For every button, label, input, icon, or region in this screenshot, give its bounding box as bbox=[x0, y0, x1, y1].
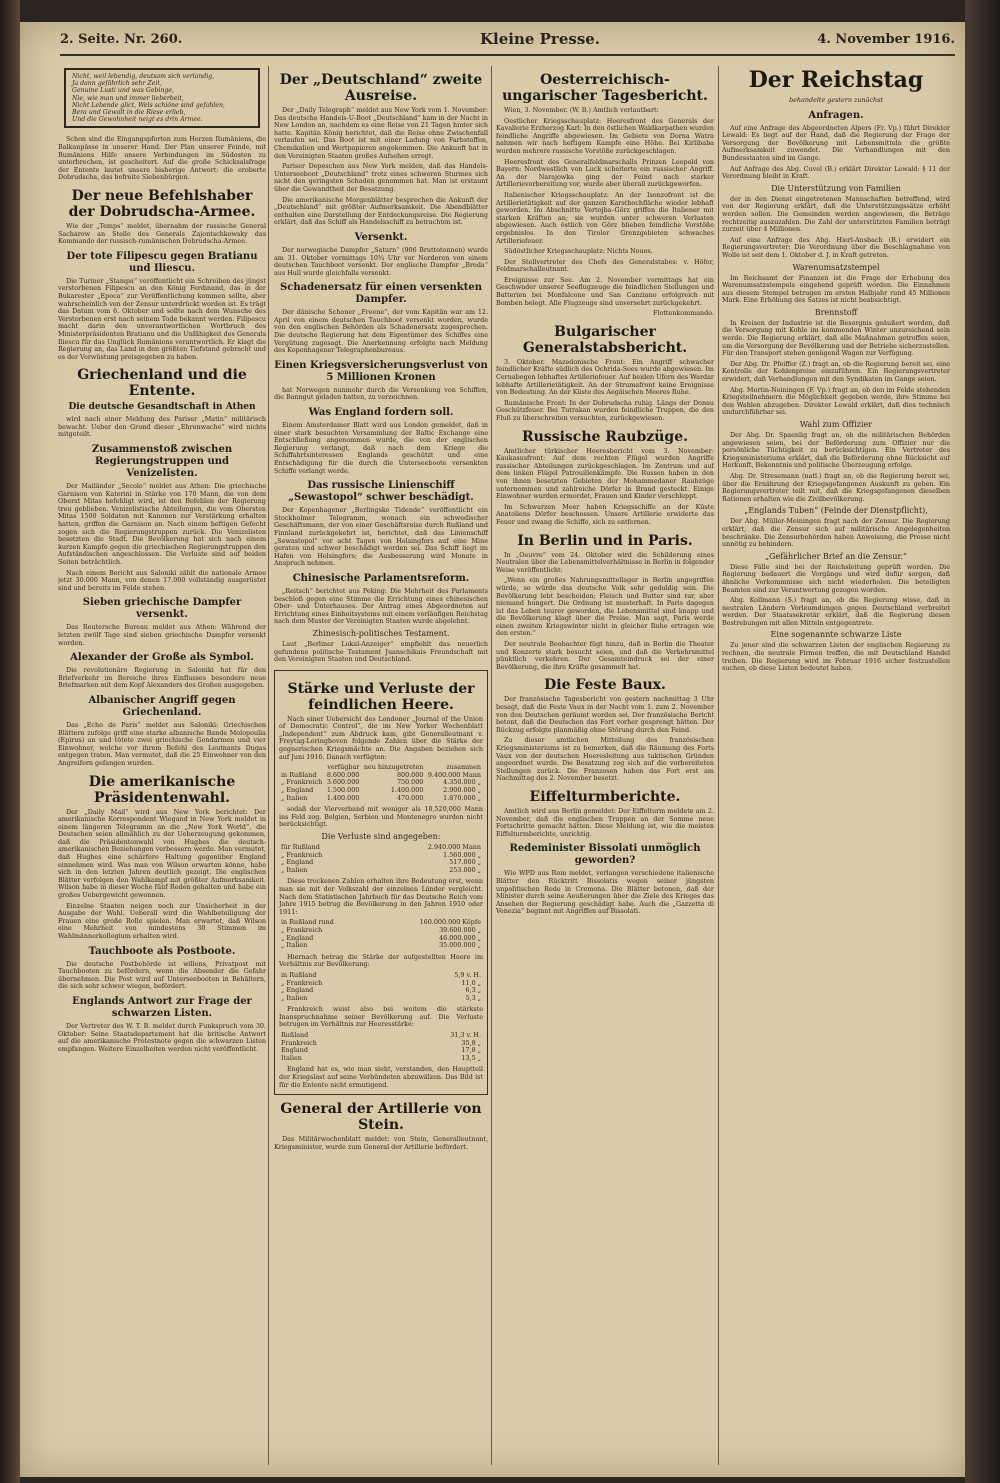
table-row bbox=[279, 1047, 483, 1055]
article-text: Amtlich wird aus Berlin gemeldet: Der Eiffelturm meldete am 2. November, daß die englischen Truppen an der Somme neue Fortschritte gemacht hätten. Diese Meldung ist, wie die meisten Eiffelturmberichte, unrichtig. bbox=[496, 806, 714, 838]
table-cell: 3.600.000 bbox=[326, 778, 360, 787]
table-cell: 5,3 „ bbox=[465, 993, 481, 1002]
headline-staerke-verluste: Stärke und Verluste der feindlichen Heere. bbox=[287, 680, 475, 713]
table-cell: „ England bbox=[281, 858, 314, 867]
poem-box bbox=[64, 68, 260, 128]
article-text: Auf eine Anfrage des Abg. Hierl-Ansbach (B.) erwidert ein Regierungsvertreter: Die Verordnung über die Beschlagnahme von Wolle ist seit dem 1. Oktober d. J. in Kraft getreten. bbox=[722, 235, 950, 259]
table-cell: in Rußland rund bbox=[281, 918, 334, 927]
table-row bbox=[279, 1055, 483, 1063]
article-text: Wien, 3. November. (W. B.) Amtlich verlautbart: bbox=[504, 106, 659, 114]
subheadline-brief-zensur: „Gefährlicher Brief an die Zensur.“ bbox=[764, 551, 908, 561]
headline-filipescu: Der tote Filipescu gegen Bratianu und Iliescu. bbox=[66, 250, 258, 274]
table-cell: 800.000 bbox=[396, 770, 424, 779]
column-rule bbox=[268, 66, 269, 1465]
table-cell: Frankreich bbox=[281, 1038, 317, 1047]
article-text: Im Schwarzen Meer haben Kriegsschiffe an der Küste Anatoliens Dörfer beschossen. Unsere Artillerie erwiderte das Feuer und zwang die Schiffe, sich zu entfernen. bbox=[496, 502, 714, 526]
table-cell: „ England bbox=[281, 786, 314, 795]
headline-parlamentsreform: Chinesische Parlamentsreform. bbox=[292, 572, 470, 584]
article-text: Der Mailänder „Secolo“ meldet aus Athen: Die griechische Garnison von Katerini in Stärke von 170 Mann, die von dem Oberst Mitas befehligt wird, ist den Befehlen der Regierung treu geblieben. Venizelistische Abteilungen, die vom Obersten Mitas 1500 Soldaten mit Kanonen zur Verstärkung erhalten hatten, griffen die Garnison an. Nach einem heftigen Gefecht zogen sich die Regierungstruppen zurück. Die Venizelisten besetzten die Stadt. Die Bevölkerung hat sich nach einem kurzen Kampfe gegen die griechischen Regierungstruppen den Aufständischen angeschlossen. Die Verluste sind auf beiden Seiten beträchtlich. bbox=[58, 482, 266, 567]
table-cell: „ Italien bbox=[281, 941, 308, 950]
article-text: Das Reutersche Bureau meldet aus Athen: Während der letzten zwölf Tage sind sieben griechische Dampfer versenkt worden. bbox=[58, 623, 266, 647]
article-text: 3. Oktober. Mazedonische Front: Ein Angriff schwacher feindlicher Kräfte südlich des Ochrida-Sees wurde abgewiesen. Im Cernabogen lebhaftes Artilleriefeuer. Auf beiden Ufern des Wardar lebhafte Artillerietätigkeit. An der Strumafront keine Ereignisse von Bedeutung. An der Küste des Aegäischen Meeres Ruhe. bbox=[496, 357, 714, 397]
losses-table bbox=[279, 844, 483, 874]
headline-reichstag: Der Reichstag bbox=[748, 67, 924, 93]
article-text: Wie WPD aus Rom meldet, verlangen verschiedene italienische Blätter den Rücktritt Bissolatis wegen seiner jüngsten unpolitischen Rede in Cremona. Die Blätter betonen, daß der Minister durch seine Aeußerungen über die Ziele des Krieges das Ansehen der Regierung geschädigt habe. Auch die „Gazzetta di Venezia“ beginnt mit Angriffen auf Bissolati. bbox=[496, 869, 714, 916]
table-header-cell: zusammen bbox=[446, 763, 481, 772]
table-row bbox=[279, 795, 483, 803]
table-row bbox=[279, 995, 483, 1003]
page-header bbox=[60, 30, 955, 56]
article-text: Frankreich weist also bei weitem die stärkste Inanspruchnahme seiner Bevölkerung auf. Die Verluste betrugen im Verhältnis zur Heeresstärke: bbox=[279, 1005, 483, 1029]
headline-bulgarischer-bericht: Bulgarischer Generalstabsbericht. bbox=[522, 323, 688, 356]
article-text: Auf Anfrage des Abg. Cuvel (B.) erklärt Direktor Lewald: § 11 der Verordnung bleibt in Kraft. bbox=[722, 164, 950, 181]
headline-anfragen: Anfragen. bbox=[808, 109, 864, 121]
subheadline-warenumsatzstempel: Warenumsatzstempel bbox=[792, 262, 880, 272]
headline-griechenland: Griechenland und die Entente. bbox=[77, 367, 247, 400]
article-text: Die revolutionäre Regierung in Saloniki hat für den Briefverkehr im Bereiche ihres Einflusses besondere neue Briefmarken mit dem Kopf Alexanders des Großen ausgegeben. bbox=[58, 666, 266, 690]
article-text: Der französische Tagesbericht von gestern nachmittag 3 Uhr besagt, daß die Feste Vaux in der Nacht vom 1. zum 2. November von den Deutschen geräumt worden sei. Der französische Bericht betont, daß die Deutschen das Fort vorher gesprengt hätten. Der Rückzug erfolgte planmäßig ohne Störung durch den Feind. bbox=[496, 695, 714, 734]
table-cell: 1.400.000 bbox=[390, 786, 424, 795]
article-text: Amtlicher türkischer Heeresbericht vom 3. November: Kaukasusfront: Auf dem rechten Flügel wurden Angriffe russischer Abteilungen zurückgeschlagen. Im Zentrum und auf dem linken Flügel Patrouillenkämpfe. Die Russen haben in den von ihnen besetzten Gebieten der Mohammedaner Raubzüge unternommen und zahlreiche Dörfer in Brand gesteckt. Einige Einwohner wurden ermordet, Frauen und Kinder verschleppt. bbox=[496, 446, 714, 501]
table-cell: 160.000.000 Köpfe bbox=[419, 918, 481, 927]
article-text: Der norwegische Dampfer „Saturn“ (906 Bruttotonnen) wurde am 31. Oktober vormittags 10¾ Uhr vor Norderen von einem deutschen Tauchboot versenkt. Der englische Dampfer „Breda“ aus Hull wurde gleichfalls versenkt. bbox=[274, 245, 488, 277]
column-3 bbox=[496, 66, 714, 1465]
page-number: 2. Seite. Nr. 260. bbox=[60, 32, 183, 47]
article-text: Pariser Depeschen aus New York melden, daß das Handels-Unterseeboot „Deutschland“ trotz eines schweren Sturmes sich nicht den geringsten Schaden genommen hat. Man ist erstaunt über die Gewandtheit der Besatzung. bbox=[274, 162, 488, 193]
table-cell: 1.400.000 bbox=[326, 793, 360, 802]
article-text: Im Reichsamt der Finanzen ist die Frage der Erhebung des Warenumsatzstempels eingehend geprüft worden. Die Einnahmen aus diesem Stempel betrugen im ersten Halbjahr rund 45 Millionen Mark. Eine Erhöhung des Satzes ist nicht beabsichtigt. bbox=[722, 273, 950, 305]
article-text: Der neutrale Beobachter fügt hinzu, daß in Berlin die Theater und Konzerte stark besucht seien, und daß die Verkehrsmittel pünktlich verkehren. Der Gesamteindruck sei der einer Bevölkerung, die ihre Kräfte gesammelt hat. bbox=[496, 640, 714, 671]
table-cell: „ Italien bbox=[281, 993, 308, 1002]
headline-praesidentenwahl: Die amerikanische Präsidentenwahl. bbox=[88, 773, 236, 806]
article-text: hat Norwegen nunmehr durch die Versenkung von Schiffen, die Banngut geladen hatten, zu verzeichnen. bbox=[274, 385, 488, 402]
article-text: Wie der „Temps“ meldet, übernahm der russische General Sacharow an Stelle des Generals Zajontschkowsky das Kommando der russisch-rumänischen Dobrudscha-Armee. bbox=[58, 221, 266, 246]
intro-text: Schon sind die Eingangspforten zum Herzen Rumäniens, die Balkanpässe in unserer Hand. Der Plan unserer Feinde, mit Rumäniens Hilfe unsere Verbindungen im Südosten zu unterbrechen, ist gescheitert. Auf die große Schicksalsfrage der Entente lautet unsere bisherige Antwort: die eroberte Dobrudscha, das befreite Siebenbürgen. bbox=[58, 135, 266, 182]
table-cell: 6,3 „ bbox=[465, 986, 481, 995]
table-cell: 39.600.000 „ bbox=[439, 925, 481, 934]
table-row bbox=[279, 1040, 483, 1048]
table-cell: 35,8 „ bbox=[461, 1038, 481, 1047]
article-text: In Kreisen der Industrie ist die Besorgnis geäußert worden, daß die Versorgung mit Kohle im kommenden Winter unzureichend sein werde. Die Regierung erklärt, daß alle Maßnahmen getroffen seien, um die Versorgung der Bevölkerung und der Betriebe sicherzustellen. Für den Transport stehen genügend Wagen zur Verfügung. bbox=[722, 318, 950, 358]
poem-line: Nicht, weil lebendig, deutsam sich verlandig, bbox=[72, 73, 215, 80]
column-rule bbox=[718, 66, 719, 1465]
table-cell: 517.000 „ bbox=[449, 858, 481, 867]
poem-line: Und die Gewohnheit neigt es drin Armee. bbox=[72, 116, 203, 124]
article-text: Oestlicher Kriegsschauplatz: Heeresfront des Generals der Kavallerie Erzherzog Karl: In den östlichen Waldkarpathen wurden feindliche Angriffe abgewiesen. Im Gebiete von Dorna Watra nahmen wir nach heftigem Kampfe eine Höhe. Bei Kirlibaba wurden mehrere russische Vorstöße zurückgeschlagen. bbox=[496, 116, 714, 155]
article-text: Hiernach betrug die Stärke der aufgestellten Heere im Verhältnis zur Bevölkerung: bbox=[279, 952, 483, 969]
headline-dobrudscha: Der neue Befehlshaber der Dobrudscha-Armee. bbox=[68, 187, 256, 220]
poem-line: Nie, wie man und immer lieberbeit, bbox=[72, 94, 184, 102]
column-2 bbox=[274, 66, 488, 1465]
subheadline-verluste: Die Verluste sind angegeben: bbox=[321, 832, 441, 841]
article-text: In „Oeuvre“ vom 24. Oktober wird die Schilderung eines Neutralen über die Lebensmittelverhältnisse in Berlin in folgender Weise veröffentlicht: bbox=[496, 550, 714, 574]
article-text: England hat es, wie man sieht, verstanden, den Hauptteil der Kriegslast auf seine Verbündeten abzuwälzen. Das Bild ist für die Entente nicht ermutigend. bbox=[279, 1065, 483, 1089]
table-cell: 35.000.000 „ bbox=[439, 941, 481, 950]
article-text: Die Turiner „Stampa“ veröffentlicht ein Schreiben des jüngst verstorbenen Filipescu an den König Ferdinand, das in der Bukarester „Epoca“ zur Veröffentlichung kommen sollte, aber wahrscheinlich von der Zensur unterdrückt worden ist. Es trägt das Datum vom 6. Oktober und sollte nach dem Wunsche des Verstorbenen erst nach seinem Tode bekannt werden. Filipescu macht darin den unverantwortlichen Wortbruch des Ministerpräsidenten Bratianu und die Unfähigkeit des Generals Iliescu für das Unglück Rumäniens verantwortlich. Er klagt die Regierung an, das Land in den größten Tiefstand gebracht und es der Verwüstung preisgegeben zu haben. bbox=[58, 276, 266, 361]
article-text: Südöstlicher Kriegsschauplatz: Nichts Neues. bbox=[504, 247, 653, 256]
ratio-table bbox=[279, 972, 483, 1002]
table-cell: 750.000 bbox=[396, 778, 424, 787]
article-text: Die deutsche Postbehörde ist willens, Privatpost mit Tauchbooten zu befördern, wenn die Absender die Gefahr übernehmen. Die Post wird auf Unterseebooten in Behältern, die sich sehr schwer wiegen, befördert. bbox=[58, 959, 266, 991]
article-text: wird nach einer Meldung des Pariser „Matin“ militärisch bewacht. Ueber den Grund dieser „Ehrenwache“ wird nichts mitgeteilt. bbox=[58, 415, 266, 439]
article-text: Heeresfront des Generalfeldmarschalls Prinzen Leopold von Bayern: Nordwestlich von Luck scheiterte ein russischer Angriff. An der Narajowka ging der Feind nach starker Artillerievorbereitung vor, wurde aber überall zurückgeworfen. bbox=[496, 157, 714, 189]
article-text: Abg. Mertin-Neiningen (F. Vp.) fragt an, ob den im Felde stehenden Kriegsteilnehmern die Möglichkeit gegeben werde, ihre Stimme bei den Wahlen abzugeben. Direktor Lewald erklärt, daß dies technisch undurchführbar sei. bbox=[722, 385, 950, 417]
subheadline-testament: Zhinesisch-politisches Testament. bbox=[312, 628, 450, 638]
table-cell: 470.000 bbox=[396, 793, 424, 802]
subheadline-offizier: Wahl zum Offizier bbox=[799, 420, 873, 429]
headline-oesterreich-bericht: Oesterreichisch-ungarischer Tagesbericht. bbox=[502, 72, 708, 104]
table-cell: „ England bbox=[281, 986, 314, 995]
newspaper-title: Kleine Presse. bbox=[480, 30, 601, 48]
headline-versenkt: Versenkt. bbox=[354, 231, 408, 243]
article-text: Diese Fälle sind bei der Reichsleitung geprüft worden. Die Regierung bedauert die Vorgänge und wird dafür sorgen, daß ähnliche Vorkommnisse sich nicht wiederholen. Die beteiligten Beamten sind zur Verantwortung gezogen worden. bbox=[722, 562, 950, 594]
population-table bbox=[279, 919, 483, 949]
headline-feste-baux: Die Feste Baux. bbox=[544, 677, 666, 694]
table-cell: 46.000.000 „ bbox=[439, 933, 481, 942]
table-row bbox=[279, 867, 483, 875]
article-text: Der Vertreter des W. T. B. meldet durch Funkspruch vom 30. Oktober: Seine Staatsdepartement hat die britische Antwort auf die amerikanische Protestnote gegen die schwarzen Listen empfangen. Weitere Einzelheiten werden nicht veröffentlicht. bbox=[58, 1021, 266, 1053]
article-text: Der Kopenhagener „Berlingske Tidende“ veröffentlicht ein Stockholmer Telegramm, wonach ein schwedischer Geschäftsmann, der von einer Geschäftsreise durch Rußland und Finnland zurückgekehrt ist, berichtet, daß das Linienschiff „Sewastopol“ vor acht Tagen von Helsingfors auf eine Mine geraten und schwer beschädigt worden sei. Das Schiff liegt im Hafen von Helsingfors; die Ausbesserung wird Monate in Anspruch nehmen. bbox=[274, 506, 488, 568]
article-text: sodaß der Vierverband mit weniger als 18,520,000 Mann ins Feld zog. Belgien, Serbien und Montenegro wurden nicht berücksichtigt. bbox=[279, 805, 483, 829]
article-text: Der Stellvertreter des Chefs des Generalstabes: v. Höfer, Feldmarschalleutnant. bbox=[496, 257, 714, 274]
article-text: Laut „Berliner Lokal-Anzeiger“ empfiehlt das neuerlich gefundene politische Testament Juanschikais Freundschaft mit den Vereinigten Staaten und Deutschland. bbox=[274, 639, 488, 664]
table-cell: für Rußland bbox=[281, 843, 320, 851]
table-cell: 31,3 v. H. bbox=[450, 1031, 481, 1040]
headline-schwarze-listen: Englands Antwort zur Frage der schwarzen Listen. bbox=[72, 995, 252, 1019]
article-text: Der „Daily Telegraph“ meldet aus New York vom 1. November: Das deutsche Handels-U-Boot „Deutschland“ kam in der Nacht in New London an, nachdem es eine Reise von 21 Tagen hinter sich hatte. Kapitän König berichtet, daß die Reise ohne Zwischenfall verlaufen sei. Das Boot ist mit einer Ladung von Farbstoffen, Chemikalien und Wertpapieren angekommen. Die Ankunft hat in den Vereinigten Staaten großes Aufsehen erregt. bbox=[274, 106, 488, 160]
poem-line: Bera und Gewalt in die Riese erlieb, bbox=[72, 109, 186, 117]
table-cell: 17,8 „ bbox=[461, 1046, 481, 1055]
table-cell: 4.350.000 „ bbox=[443, 778, 481, 787]
poem-line: Ja dann gefährlich sehr Zeit, bbox=[72, 80, 162, 88]
article-text: Nach einem Bericht aus Saloniki zählt die nationale Armee jetzt 30.000 Mann, von denen 17.000 vollständig ausgerüstet sind und bereits im Felde stehen. bbox=[58, 568, 266, 592]
article-text: Der Abg. Müller-Meiningen fragt nach der Zensur. Die Regierung erklärt, daß die Zensur sich auf militärische Angelegenheiten beschränke. Die Zensurbehörden haben Anweisung, die Presse nicht unnötig zu behindern. bbox=[722, 517, 950, 549]
article-text: Einzelne Staaten neigen noch zur Unsicherheit in der Ausgabe der Wahl. Ueberall wird die Wahlbeteiligung der Frauen eine große Rolle spielen. Man erwartet, daß Wilson eine Mehrheit von mindestens 30 Stimmen im Wahlmännerkollegium erhalten wird. bbox=[58, 901, 266, 941]
table-cell: 8.600.000 bbox=[326, 770, 360, 779]
newspaper-page bbox=[20, 22, 965, 1477]
headline-bissolati: Redeminister Bissolati unmöglich geworden? bbox=[509, 843, 701, 867]
headline-sewastopol: Das russische Linienschiff „Sewastopol“ schwer beschädigt. bbox=[288, 480, 474, 504]
table-cell: 5,9 v. H. bbox=[454, 970, 481, 979]
table-cell: 1.500.000 bbox=[326, 786, 360, 795]
book-spine bbox=[0, 0, 20, 1483]
headline-general-stein: General der Artillerie von Stein. bbox=[280, 1101, 482, 1134]
table-cell: 11,0 „ bbox=[461, 978, 481, 987]
table-cell: „ Italien bbox=[281, 865, 308, 874]
article-text: Nach einer Uebersicht des Londoner „Journal of the Union of Democratic Control“, die im New Yorker Wochenblatt „Independent“ zum Abdruck kam, gibt Generalleutnant v. Freytag-Loringhoven folgende Zahlen über die Stärke der gegnerischen Kriegsmächte an. Die Angaben beziehen sich auf Juni 1916. Danach verfügten: bbox=[279, 714, 483, 761]
table-cell: „ Frankreich bbox=[281, 778, 323, 787]
article-text: Der Abg. Dr. Pfeiffer (Z.) fragt an, ob die Regierung bereit sei, eine Kontrolle der Kohlenpreise einzuführen. Ein Regierungsvertreter erwidert, daß Verhandlungen mit den Syndikaten im Gange seien. bbox=[722, 359, 950, 384]
poem-line: Nicht Lebende glict, Wels schiöne sind gefahlen, bbox=[72, 101, 225, 109]
headline-albanischer-angriff: Albanischer Angriff gegen Griechenland. bbox=[88, 694, 236, 718]
table-cell: „ Frankreich bbox=[281, 978, 323, 987]
article-text: Abg. Kollmann (S.) fragt an, ob die Regierung wisse, daß in neutralen Ländern Verleumdungen gegen Deutschland verbreitet werden. Der Staatssekretär erklärt, daß die Regierung diesen Bestrebungen mit allen Mitteln entgegentrete. bbox=[722, 596, 950, 627]
headline-kriegsversicherung: Einen Kriegsversicherungsverlust von 5 Millionen Kronen bbox=[274, 359, 488, 383]
headline-england-fordern: Was England fordern soll. bbox=[308, 407, 454, 419]
headline-tauchboote: Tauchboote als Postboote. bbox=[88, 945, 236, 957]
headline-zusammenstoss: Zusammenstoß zwischen Regierungstruppen und Venizelisten. bbox=[91, 444, 233, 480]
column-1 bbox=[58, 66, 266, 1465]
subheadline-schwarze-liste: Eine sogenannte schwarze Liste bbox=[770, 630, 902, 640]
headline-dampfer: Sieben griechische Dampfer versenkt. bbox=[82, 597, 242, 621]
table-cell: 253.000 „ bbox=[449, 865, 481, 874]
article-text: Der Abg. Dr. Spaenlig fragt an, ob die militärischen Behörden angewiesen seien, bei der Beförderung zum Offizier nur die persönliche Tüchtigkeit zu berücksichtigen. Ein Vertreter des Kriegsministeriums erklärt, daß die Beförderung ohne Rücksicht auf Herkunft, Bekenntnis und politische Überzeugung erfolge. bbox=[722, 431, 950, 470]
subheadline-gesandtschaft: Die deutsche Gesandtschaft in Athen bbox=[68, 402, 256, 413]
subheadline-brennstoff: Brennstoff bbox=[814, 307, 858, 317]
article-text: Auf eine Anfrage des Abgeordneten Alpers (Fr. Vp.) führt Direktor Lewald: Es liegt auf der Hand, daß die Regierung der Frage der Versorgung der Bevölkerung mit Lebensmitteln die größte Aufmerksamkeit zuwendet. Die Verhandlungen mit den Bundesstaaten sind im Gange. bbox=[722, 123, 950, 162]
article-text: Das Militärwochenblatt meldet: von Stein, Generalleutnant, Kriegsminister, wurde zum General der Artillerie befördert. bbox=[274, 1135, 488, 1151]
reichstag-note: behandelte gestern zunächst bbox=[789, 96, 883, 104]
article-text: Die amerikanische Morgenblätter besprechen die Ankunft der „Deutschland“ mit größter Aufmerksamkeit. Die Abendblätter enthalten eine Darstellung der Entdeckungsreise. Die Regierung erklärt, daß das Schiff als Handelsschiff zu betrachten ist. bbox=[274, 195, 488, 227]
article-text: Diese trockenen Zahlen erhalten ihre Bedeutung erst, wenn man sie mit der Volkszahl der einzelnen Länder vergleicht. Nach dem Statistischen Jahrbuch für das Deutsche Reich vom Jahre 1915 betrug die Bevölkerung in den Jahren 1910 oder 1911: bbox=[279, 877, 483, 916]
issue-date: 4. November 1916. bbox=[817, 32, 955, 47]
table-row bbox=[279, 987, 483, 995]
table-cell: 9.400.000 Mann bbox=[427, 770, 481, 779]
table-header-cell: neu hinzugetreten bbox=[363, 763, 424, 772]
headline-berlin-paris: In Berlin und in Paris. bbox=[517, 532, 693, 549]
article-text: Das „Echo de Paris“ meldet aus Saloniki: Griechischen Blättern zufolge griff eine starke albanische Bande Molopoulia (Epirus) an und tötete zwei griechische Gendarmen und vier Einwohner, welche vor ihrem Befehl des Leutnants Dugas entgegen traten. Man vermutet, daß die 25 Einwohner von den Angreifern gefangen wurden. bbox=[58, 720, 266, 767]
article-text: „Wenn ein großes Nahrungsmittellager in Berlin angegriffen würde, so würde das deutsche Volk sehr geduldig sein. Die Bevölkerung lebt bescheiden; Fleisch und Butter sind rar, aber niemand hungert. Die Ordnung ist musterhaft. In Paris dagegen ist das Leben teurer geworden, die Lebensmittel sind knapp und die Bevölkerung klagt über die Preise. Man sagt, Paris werde einen zweiten Kriegswinter nicht in gleicher Ruhe ertragen wie den ersten.“ bbox=[496, 576, 714, 638]
headline-alexander: Alexander der Große als Symbol. bbox=[70, 652, 254, 664]
table-cell: „ England bbox=[281, 933, 314, 942]
signature: Flottenkommando. bbox=[653, 309, 714, 318]
article-text: der in den Dienst eingetretenen Mannschaften betreffend, wird von der Regierung erklärt, daß die Unterstützungssätze erhöht werden sollen. Die Gemeinden werden angewiesen, die Beträge rechtzeitig auszuzahlen. Die Zahl der unterstützten Familien beträgt zurzeit über 4 Millionen. bbox=[722, 194, 950, 234]
article-text: Ereignisse zur See. Am 2. November vormittags hat ein Geschwader unserer Seeflugzeuge die feindlichen Stellungen und Batterien bei Monfalcone und San Canziano erfolgreich mit Bomben belegt. Alle Flugzeuge sind unversehrt zurückgekehrt. bbox=[496, 275, 714, 307]
headline-russische-raubzuege: Russische Raubzüge. bbox=[522, 428, 688, 445]
table-header-cell: verfügbar bbox=[327, 763, 360, 772]
table-cell: 2.940.000 Mann bbox=[427, 843, 481, 851]
headline-deutschland-ausreise: Der „Deutschland“ zweite Ausreise. bbox=[279, 72, 483, 104]
column-4 bbox=[722, 66, 950, 1465]
table-cell: „ Frankreich bbox=[281, 850, 323, 859]
table-cell: in Rußland bbox=[281, 970, 317, 979]
article-text: Einem Amsterdamer Blatt wird aus London gemeldet, daß in einer stark besuchten Versammlung der Baltic Exchange eine Entschließung angenommen wurde, die von der englischen Regierung verlangt, daß nach dem Kriege die Schiffahrtsinteressen Englands geschützt und eine Entschädigung für die durch die Unterseeboote versenkten Schiffe verlangt werde. bbox=[274, 421, 488, 475]
poem-line: Genuine Lusti und was Gebinge, bbox=[72, 87, 175, 95]
table-cell: 1.560.000 „ bbox=[443, 850, 481, 859]
article-text: Der „Daily Mail“ wird aus New York berichtet: Der amerikanische Korrespondent Wiegand in New York meldet in einem längeren Telegramm an die „New York World“, die Deutschen seien allmählich zu der Ueberzeugung gekommen, daß die Präsidentenwahl von Hughes die deutsch-amerikanischen Beziehungen verbessern werde. Man vermutet, daß Hughes eine schärfere Haltung gegenüber England einnehmen wird. Was man von Wilson erwarten könne, habe sich in den letzten Jahren deutlich gezeigt. Die englischen Blätter verfolgen den Wahlkampf mit größter Aufmerksamkeit. Wilson habe in dieser Woche fünf Reden gehalten und habe ein großes Uebergewicht gewonnen. bbox=[58, 807, 266, 900]
page-edge bbox=[965, 0, 1000, 1483]
table-cell: Rußland bbox=[281, 1031, 309, 1040]
article-text: Italienischer Kriegsschauplatz: An der Isonzofront ist die Artillerietätigkeit auf der ganzen Karsthochfläche wieder lebhaft geworden. Im Abschnitte Vertojba–Görz griffen die Italiener mit starken Kräften an; sie wurden unter schweren Verlusten abgewiesen. Auch östlich von Görz blieben feindliche Vorstöße ergebnislos. In den Tiroler Grenzgebieten schwaches Artilleriefeuer. bbox=[496, 190, 714, 245]
headline-eiffelturm: Eiffelturmberichte. bbox=[529, 788, 681, 805]
table-cell: in Rußland bbox=[281, 770, 317, 779]
table-cell: England bbox=[281, 1046, 308, 1055]
article-text: Zu dieser amtlichen Mitteilung des französischen Kriegsministeriums ist zu bemerken, daß die Räumung des Forts Vaux von der deutschen Heeresleitung aus taktischen Gründen angeordnet wurde. Die Besatzung zog sich auf die vorbereiteten Stellungen zurück. Die Franzosen haben das Fort erst am Nachmittag des 2. November besetzt. bbox=[496, 736, 714, 783]
table-cell: 1.870.000 „ bbox=[443, 793, 481, 802]
table-cell: „ Frankreich bbox=[281, 925, 323, 934]
column-rule bbox=[491, 66, 492, 1465]
article-text: „Reitsch“ berichtet aus Peking: Die Mehrheit des Parlaments beschloß gegen eine Stimme die Errichtung eines chinesischen Ober- und Unterhauses. Der Antrag eines Abgeordneten auf Errichtung eines Einheitsystems mit einem vorläufigen Reichstag nach dem Muster der Vereinigten Staaten wurde abgelehnt. bbox=[274, 586, 488, 626]
article-text: Abg. Dr. Stresemann (natl.) fragt an, ob die Regierung bereit sei, über die Ernährung der Kriegsgefangenen Auskunft zu geben. Ein Regierungsvertreter teilt mit, daß die Kriegsgefangenen dieselben Rationen erhalten wie die Zivilbevölkerung. bbox=[722, 471, 950, 503]
subheadline-familien: Die Unterstützung von Familien bbox=[771, 183, 901, 193]
table-cell: 13,5 „ bbox=[461, 1053, 481, 1062]
army-strength-table bbox=[279, 764, 483, 802]
article-box-heere bbox=[274, 670, 488, 1096]
headline-schadenersatz: Schadenersatz für einen versenkten Dampfer. bbox=[280, 282, 482, 306]
subheadline-englands-tuben: „Englands Tuben“ (Feinde der Dienstpflicht), bbox=[744, 506, 928, 516]
article-text: Der dänische Schoner „Freene“, der vom Kapitän war am 12. April von einem deutschen Tauchboot versenkt worden, wurde von den englischen Behörden als Schadenersatz zugesprochen. Die deutsche Regierung hat dem Eigentümer des Schiffes eine Vergütung zugesagt. Die Anerkennung erfolgte nach Meldung des Kopenhagener Telegraphenbureaus. bbox=[274, 308, 488, 355]
table-cell: 2.900.000 „ bbox=[443, 786, 481, 795]
article-text: Rumänische Front: In der Dobrudscha ruhig. Längs der Donau Geschützfeuer. Bei Tutrakan wurden feindliche Truppen, die den Fluß zu überschreiten versuchten, zurückgewiesen. bbox=[496, 398, 714, 422]
loss-ratio-table bbox=[279, 1032, 483, 1062]
table-cell: Italien bbox=[281, 1053, 302, 1062]
article-text: Zu jener sind die schwarzen Listen der englischen Regierung zu rechnen, die neutrale Firmen treffen, die mit Deutschland Handel treiben. Die Regierung wird im Februar 1916 sicher festzustellen suchen, ob diese Listen bedeutet haben. bbox=[722, 641, 950, 673]
table-row bbox=[279, 942, 483, 950]
table-cell: „ Italien bbox=[281, 793, 308, 802]
